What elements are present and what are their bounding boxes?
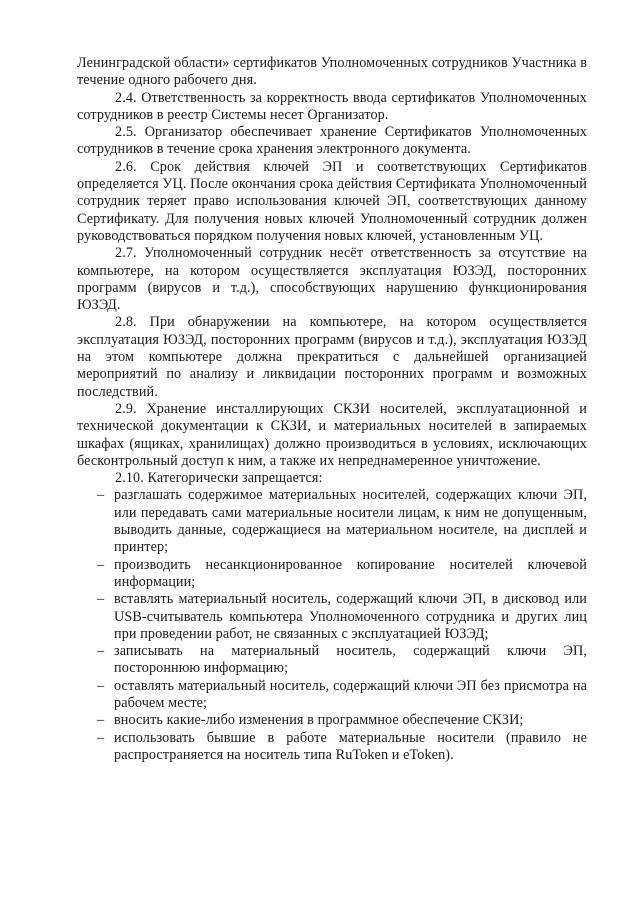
dash-bullet-icon: – xyxy=(97,643,105,660)
list-item xyxy=(83,487,587,556)
list-item xyxy=(83,712,587,729)
paragraph-2-4: 2.4. Ответственность за корректность ввода сертификатов Уполномоченных сотрудников в реестр Системы несет Организатор. xyxy=(77,89,587,123)
paragraph-2-6: 2.6. Срок действия ключей ЭП и соответствующих Сертификатов определяется УЦ. После окончания срока действия Сертификата Уполномоченный сотрудник теряет право использования ключей ЭП, соответствующих данному Сертификату. Для получения новых ключей Уполномоченный сотрудник должен руководствоваться порядком получения новых ключей, установленным УЦ. xyxy=(77,158,587,244)
dash-bullet-icon: – xyxy=(97,487,105,504)
list-item-text: вставлять материальный носитель, содержащий ключи ЭП, в дисковод или USB-считыватель компьютера Уполномоченного сотрудника и других лиц при проведении работ, не связанных с эксплуатацией ЮЗЭД; xyxy=(114,591,587,642)
list-item xyxy=(83,591,587,643)
list-item xyxy=(83,678,587,713)
list-item xyxy=(83,557,587,592)
list-item xyxy=(83,730,587,765)
prohibitions-list xyxy=(77,487,587,764)
dash-bullet-icon: – xyxy=(97,712,105,729)
list-item-text: оставлять материальный носитель, содержащий ключи ЭП без присмотра на рабочем месте; xyxy=(114,677,587,711)
paragraph-2-7: 2.7. Уполномоченный сотрудник несёт ответственность за отсутствие на компьютере, на котором осуществляется эксплуатация ЮЗЭД, посторонних программ (вирусов и т.д.), способствующих нарушению функционирования ЮЗЭД. xyxy=(77,245,587,314)
paragraph-2-10-intro: 2.10. Категорически запрещается: xyxy=(115,470,323,487)
list-item-text: использовать бывшие в работе материальные носители (правило не распространяется на носитель типа RuToken и eToken). xyxy=(114,729,587,763)
list-item-text: разглашать содержимое материальных носителей, содержащих ключи ЭП, или передавать сами материальные носители лицам, к ним не допущенным, выводить данные, содержащиеся на материальном носителе, на дисплей и принтер; xyxy=(114,487,587,556)
list-item-text: записывать на материальный носитель, содержащий ключи ЭП, постороннюю информацию; xyxy=(114,643,587,677)
paragraph-2-9: 2.9. Хранение инсталлирующих СКЗИ носителей, эксплуатационной и технической документации к СКЗИ, и материальных носителей в запираемых шкафах (ящиках, хранилищах) должно производиться в условиях, исключающих бесконтрольный доступ к ним, а также их непреднамеренное уничтожение. xyxy=(77,400,587,469)
dash-bullet-icon: – xyxy=(97,591,105,608)
paragraph-2-5: 2.5. Организатор обеспечивает хранение Сертификатов Уполномоченных сотрудников в течение срока хранения электронного документа. xyxy=(77,124,587,158)
paragraph-2-8: 2.8. При обнаружении на компьютере, на котором осуществляется эксплуатация ЮЗЭД, посторонних программ (вирусов и т.д.), эксплуатация ЮЗЭД на этом компьютере должна прекратиться с дальнейшей организацией мероприятий по анализу и ликвидации посторонних программ и возможных последствий. xyxy=(77,314,587,400)
list-item xyxy=(83,643,587,678)
list-item-text: вносить какие-либо изменения в программное обеспечение СКЗИ; xyxy=(114,712,524,729)
dash-bullet-icon: – xyxy=(97,556,105,573)
document-page xyxy=(77,55,587,764)
dash-bullet-icon: – xyxy=(97,677,105,694)
list-item-text: производить несанкционированное копирование носителей ключевой информации; xyxy=(114,556,587,590)
paragraph-2-3-continuation: Ленинградской области» сертификатов Уполномоченных сотрудников Участника в течение одного рабочего дня. xyxy=(77,55,587,89)
dash-bullet-icon: – xyxy=(97,729,105,746)
